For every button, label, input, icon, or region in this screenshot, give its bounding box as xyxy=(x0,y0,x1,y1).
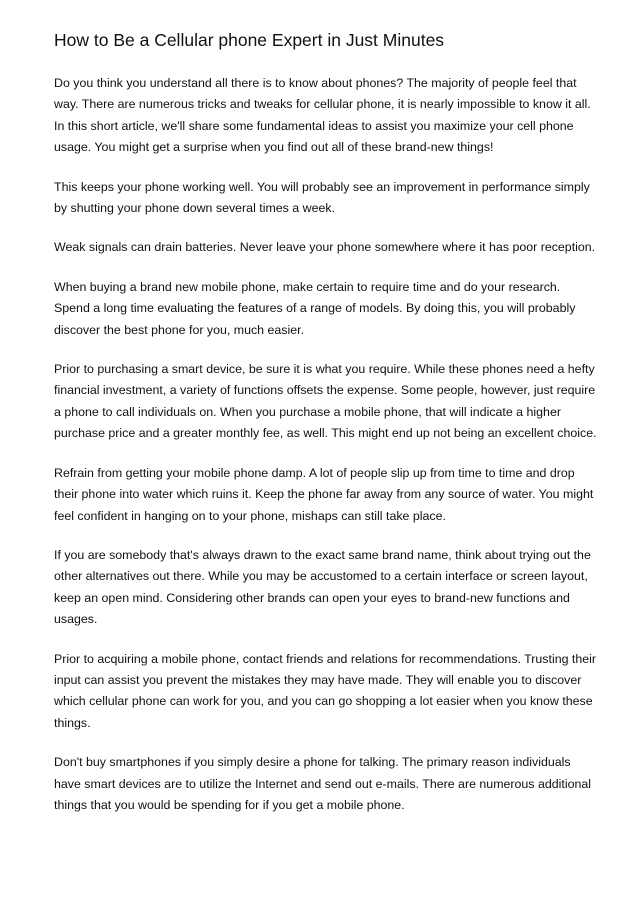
paragraph-smart-device: Prior to purchasing a smart device, be sure it is what you require. While these phones need a hefty financial investment, a variety of functions offsets the expense. Some people, however, just require a phone to call individuals on. When you purchase a mobile phone, that will indicate a higher purchase price and a greater monthly fee, as well. This might end up not being an excellent choice. xyxy=(54,362,597,441)
paragraph-brands: If you are somebody that's always drawn to the exact same brand name, think about trying out the other alternatives out there. While you may be accustomed to a certain interface or screen layout, keep an open mind. Considering other brands can open your eyes to brand-new functions and usages. xyxy=(54,547,591,627)
paragraph-water: Refrain from getting your mobile phone damp. A lot of people slip up from time to time and drop their phone into water which ruins it. Keep the phone far away from any source of water. You might feel confident in hanging on to your phone, mishaps can still take place. xyxy=(54,465,594,523)
paragraph-smartphones: Don't buy smartphones if you simply desire a phone for talking. The primary reason individuals have smart devices are to utilize the Internet and send out e-mails. There are numerous additional things that you would be spending for if you get a mobile phone. xyxy=(54,755,591,812)
paragraph-research: When buying a brand new mobile phone, make certain to require time and do your research. Spend a long time evaluating the features of a range of models. By doing this, you will probably discover the best phone for you, much easier. xyxy=(54,279,576,337)
paragraph-intro: Do you think you understand all there is to know about phones? The majority of people feel that way. There are numerous tricks and tweaks for cellular phone, it is nearly impossible to know it all. In this short article, we'll share some fundamental ideas to assist you maximize your cell phone usage. You might get a surprise when you find out all of these brand-new things! xyxy=(54,76,591,155)
document-title: How to Be a Cellular phone Expert in Just Minutes xyxy=(54,30,445,50)
paragraph-weak-signals: Weak signals can drain batteries. Never leave your phone somewhere where it has poor reception. xyxy=(54,240,596,255)
paragraph-phone-restart: This keeps your phone working well. You will probably see an improvement in performance simply by shutting your phone down several times a week. xyxy=(54,179,590,216)
document-page xyxy=(54,27,599,834)
paragraph-recommendations: Prior to acquiring a mobile phone, contact friends and relations for recommendations. Trusting their input can assist you prevent the mistakes they may have made. They will enable you to discover which cellular phone can work for you, and you can go shopping a lot easier when you know these things. xyxy=(54,651,597,730)
